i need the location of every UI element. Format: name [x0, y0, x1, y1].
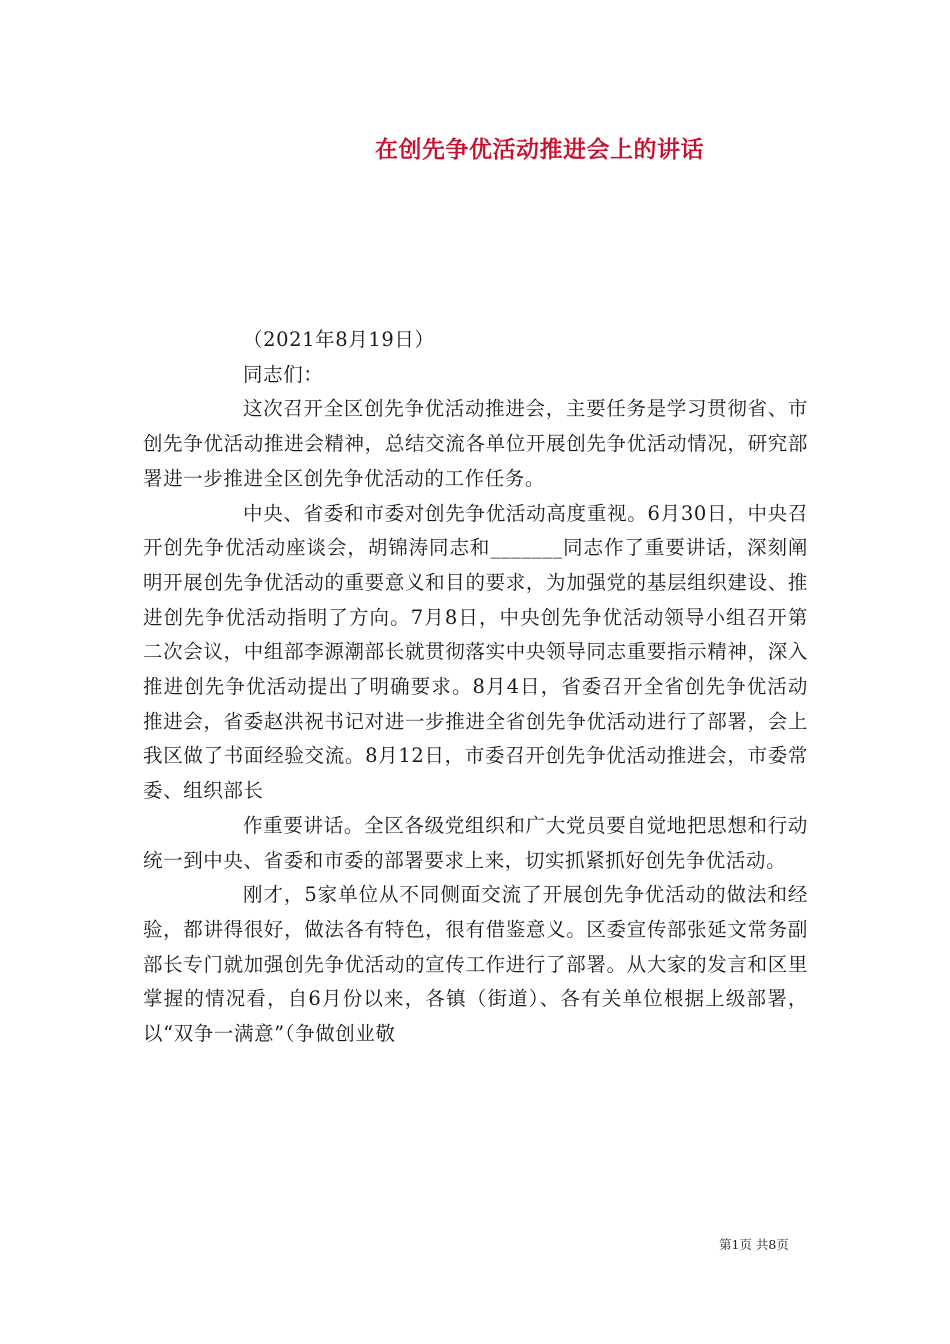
- page-number: 第1页 共8页: [719, 1237, 789, 1252]
- salutation: 同志们：: [243, 362, 324, 386]
- paragraph-3: 作重要讲话。全区各级党组织和广大党员要自觉地把思想和行动统一到中央、省委和市委的部署要求上来，切实抓紧抓好创先争优活动。: [143, 813, 808, 872]
- date-line: （2021年8月19日）: [243, 328, 435, 351]
- document-body: [143, 323, 808, 1052]
- paragraph-1: 这次召开全区创先争优活动推进会，主要任务是学习贯彻省、市创先争优活动推进会精神，总结交流各单位开展创先争优活动情况，研究部署进一步推进全区创先争优活动的工作任务。: [143, 397, 808, 490]
- paragraph-2: 中央、省委和市委对创先争优活动高度重视。6月30日，中央召开创先争优活动座谈会，胡锦涛同志和_______同志作了重要讲话，深刻阐明开展创先争优活动的重要意义和目的要求，为加强党的基层组织建设、推进创先争优活动指明了方向。7月8日，中央创先争优活动领导小组召开第二次会议，中组部李源潮部长就贯彻落实中央领导同志重要指示精神，深入推进创先争优活动提出了明确要求。8月4日，省委召开全省创先争优活动推进会，省委赵洪祝书记对进一步推进全省创先争优活动进行了部署，会上我区做了书面经验交流。8月12日，市委召开创先争优活动推进会，市委常委、组织部长: [143, 501, 808, 803]
- document-title: 在创先争优活动推进会上的讲话: [375, 136, 704, 163]
- paragraph-4: 刚才，5家单位从不同侧面交流了开展创先争优活动的做法和经验，都讲得很好，做法各有特色，很有借鉴意义。区委宣传部张延文常务副部长专门就加强创先争优活动的宣传工作进行了部署。从大家的发言和区里掌握的情况看，自6月份以来，各镇（街道）、各有关单位根据上级部署，以“双争一满意”（争做创业敬: [143, 883, 808, 1046]
